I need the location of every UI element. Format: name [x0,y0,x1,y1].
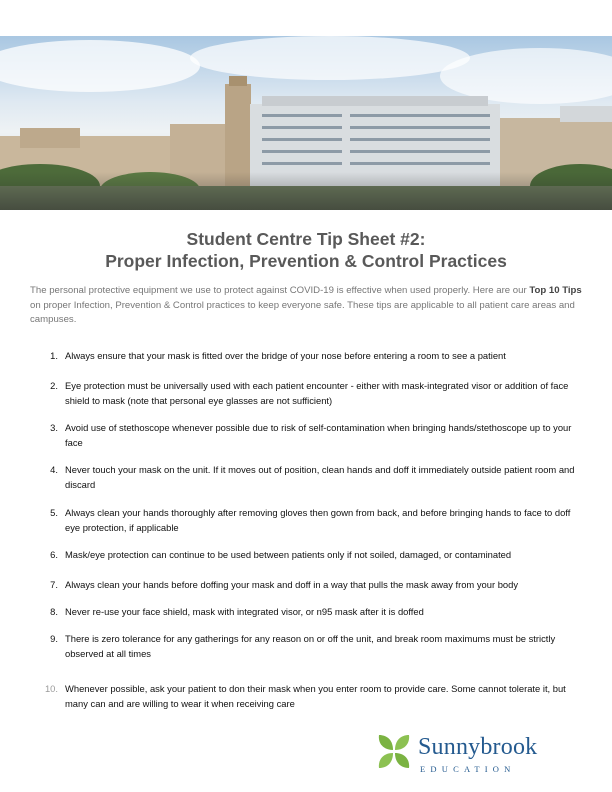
list-item-number: 7. [50,579,58,590]
intro-text-part2: on proper Infection, Prevention & Control practices to keep everyone safe. These tips are applicable to all patient care areas and campuses. [30,299,575,325]
intro-paragraph [30,284,586,328]
list-item-number: 8. [50,606,58,617]
list-item-number: 2. [50,380,58,391]
leaf-cross-icon [376,732,412,772]
list-item-number: 6. [50,549,58,560]
banner-photo [0,36,612,210]
list-item-number: 1. [50,350,58,361]
sunnybrook-logo [376,730,576,776]
intro-bold-top-tips: Top 10 Tips [529,285,582,296]
list-item-number: 4. [50,464,58,475]
list-item-number: 3. [50,422,58,433]
list-item-text: Never touch your mask on the unit. If it moves out of position, clean hands and doff it immediately outside patient room and discard [65,464,575,490]
list-item-number: 10. [44,683,58,694]
list-item-text: Always ensure that your mask is fitted over the bridge of your nose before entering a room to see a patient [65,350,506,361]
list-item-number: 9. [50,633,58,644]
list-item-text: There is zero tolerance for any gatherings for any reason on or off the unit, and break room maximums must be strictly observed at all times [65,633,556,659]
list-item-text: Never re-use your face shield, mask with integrated visor, or n95 mask after it is doffed [65,606,424,617]
list-item-text: Eye protection must be universally used with each patient encounter - either with mask-integrated visor or addition of face shield to mask (note that personal eye glasses are not sufficient) [65,380,569,406]
logo-brand-text: Sunnybrook [418,734,538,760]
banner-shade [0,172,612,210]
logo-sub-text: EDUCATION [420,764,516,774]
list-item-number: 5. [50,507,58,518]
list-item-text: Always clean your hands before doffing your mask and doff in a way that pulls the mask away from your body [65,579,519,590]
list-item-text: Always clean your hands thoroughly after removing gloves then gown from back, and before bringing hands to face to doff eye protection, if applicable [65,507,571,533]
page-title-line1: Student Centre Tip Sheet #2: [186,229,426,249]
list-item-text: Whenever possible, ask your patient to don their mask when you enter room to provide care. Some cannot tolerate it, but many can and are willing to wear it when receiving care [65,683,566,709]
list-item-text: Mask/eye protection can continue to be used between patients only if not soiled, damaged, or contaminated [65,549,512,560]
list-item-text: Avoid use of stethoscope whenever possible due to risk of self-contamination when bringing hands/stethoscope up to your face [65,422,572,448]
intro-text-part1: The personal protective equipment we use to protect against COVID-19 is effective when used properly. Here are our [30,285,530,296]
page-title-line2: Proper Infection, Prevention & Control Practices [105,251,507,271]
